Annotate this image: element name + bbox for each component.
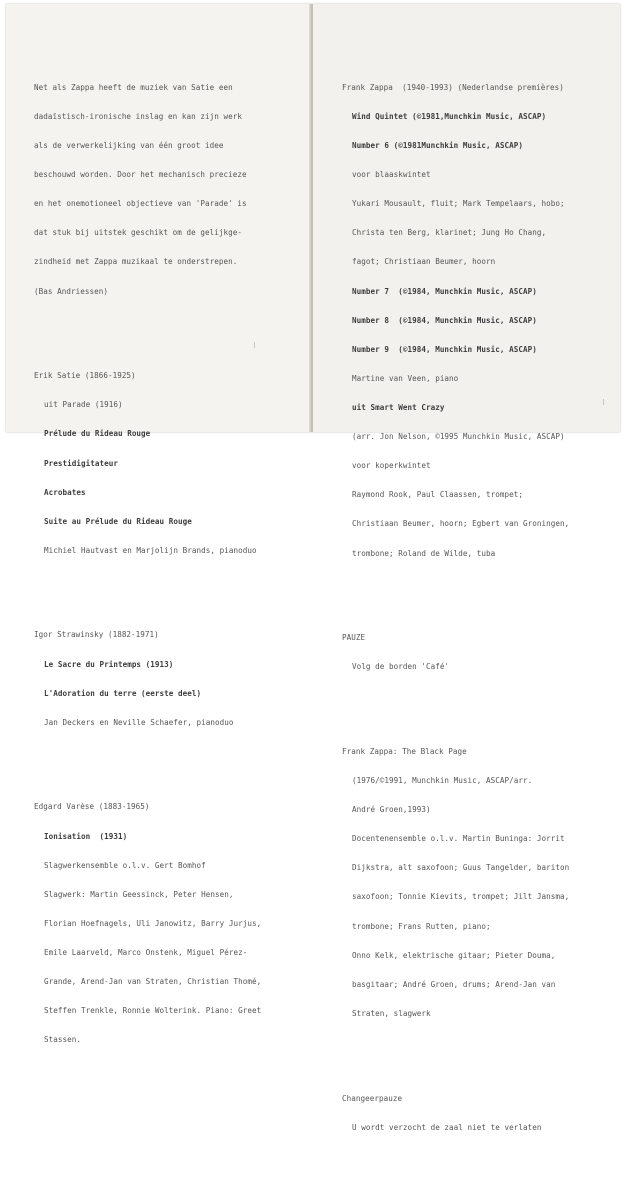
performers-line: Martine van Veen, piano xyxy=(352,373,459,383)
work-title: L'Adoration du terre (eerste deel) xyxy=(44,688,202,698)
work-title: Acrobates xyxy=(44,487,86,497)
performers-line: Grande, Arend-Jan van Straten, Christian Thomé, xyxy=(44,977,262,987)
program-item-zappa xyxy=(342,63,569,577)
performers-line: Christa ten Berg, klarinet; Jung Ho Chang, xyxy=(352,228,547,238)
intro-line: beschouwd worden. Door het mechanisch precieze xyxy=(34,170,247,180)
performers-line: Raymond Rook, Paul Claassen, trompet; xyxy=(352,490,524,500)
right-page-text xyxy=(342,44,569,1178)
work-title: Number 6 (©1981Munchkin Music, ASCAP) xyxy=(352,141,524,151)
intro-line: Net als Zappa heeft de muziek van Satie een xyxy=(34,82,233,92)
work-title: Number 9 (©1984, Munchkin Music, ASCAP) xyxy=(352,344,537,354)
performers-line: Onno Kelk, elektrische gitaar; Pieter Douma, xyxy=(352,950,556,960)
performers-line: Jan Deckers en Neville Schaefer, pianoduo xyxy=(44,717,234,727)
performers-line: Steffen Trenkle, Ronnie Wolterink. Piano: Greet xyxy=(44,1006,262,1016)
work-title: Suite au Prélude du Rideau Rouge xyxy=(44,516,192,526)
work-line: uit Parade (1916) xyxy=(44,400,123,410)
performers-line: basgitaar; André Groen, drums; Arend-Jan van xyxy=(352,979,556,989)
right-page xyxy=(313,4,620,1132)
performers-line: Michiel Hautvast en Marjolijn Brands, pianoduo xyxy=(44,545,257,555)
performers-line: Docentenensemble o.l.v. Martin Buninga: Jorrit xyxy=(352,834,565,844)
composer-heading: Erik Satie (1866-1925) xyxy=(34,371,136,381)
work-title: Le Sacre du Printemps (1913) xyxy=(44,659,174,669)
performers-line: trombone; Roland de Wilde, tuba xyxy=(352,548,496,558)
booklet-spread xyxy=(6,4,620,1132)
work-title: Number 8 (©1984, Munchkin Music, ASCAP) xyxy=(352,315,537,325)
intro-line: als de verwerkelijking van één groot idee xyxy=(34,141,224,151)
performers-line: Florian Hoefnagels, Uli Janowitz, Barry Jurjus, xyxy=(44,918,262,928)
composer-heading: Edgard Varèse (1883-1965) xyxy=(34,802,150,812)
composer-heading: Frank Zappa (1940-1993) (Nederlandse premières) xyxy=(342,82,564,92)
section-heading: Changeerpauze xyxy=(342,1093,403,1103)
instrumentation-line: voor koperkwintet xyxy=(352,461,431,471)
intro-line: zindheid met Zappa muzikaal te onderstrepen. xyxy=(34,257,238,267)
arrangement-line: (arr. Jon Nelson, ©1995 Munchkin Music, ASCAP) xyxy=(352,432,565,442)
copyright-line: André Groen,1993) xyxy=(352,805,431,815)
program-item-changeerpauze xyxy=(342,1074,569,1152)
performers-line: saxofoon; Tonnie Kievits, trompet; Jilt Jansma, xyxy=(352,892,570,902)
program-item-strawinsky xyxy=(34,611,261,747)
performers-line: Slagwerk: Martin Geessinck, Peter Hensen, xyxy=(44,889,234,899)
left-page-text xyxy=(34,44,261,1091)
performers-line: Christiaan Beumer, hoorn; Egbert van Groningen, xyxy=(352,519,570,529)
performers-line: trombone; Frans Rutten, piano; xyxy=(352,921,491,931)
work-title: Prestidigitateur xyxy=(44,458,118,468)
composer-heading: Igor Strawinsky (1882-1971) xyxy=(34,630,159,640)
paper-speck xyxy=(254,342,255,348)
performers-line: Slagwerkensemble o.l.v. Gert Bomhof xyxy=(44,860,206,870)
instrumentation-line: voor blaaskwintet xyxy=(352,170,431,180)
performers-line: fagot; Christiaan Beumer, hoorn xyxy=(352,257,496,267)
intro-paragraph xyxy=(34,63,261,315)
performers-line: Emile Laarveld, Marco Onstenk, Miguel Pérez- xyxy=(44,947,248,957)
work-title: uit Smart Went Crazy xyxy=(352,403,445,413)
program-item-satie xyxy=(34,352,261,575)
composer-heading: Frank Zappa: The Black Page xyxy=(342,746,467,756)
intro-line: (Bas Andriessen) xyxy=(34,286,108,296)
intro-line: dadaïstisch-ironische inslag en kan zijn werk xyxy=(34,111,242,121)
copyright-line: (1976/©1991, Munchkin Music, ASCAP/arr. xyxy=(352,776,533,786)
notice-line: U wordt verzocht de zaal niet te verlaten xyxy=(352,1122,542,1132)
performers-line: Stassen. xyxy=(44,1035,81,1045)
intro-line: dat stuk bij uitstek geschikt om de gelijkge- xyxy=(34,228,242,238)
paper-speck xyxy=(603,399,604,405)
work-title: Wind Quintet (©1981,Munchkin Music, ASCAP) xyxy=(352,111,547,121)
program-item-black-page xyxy=(342,728,569,1039)
performers-line: Dijkstra, alt saxofoon; Guus Tangelder, bariton xyxy=(352,863,570,873)
section-heading: PAUZE xyxy=(342,633,366,643)
program-item-varese xyxy=(34,783,261,1064)
program-item-pauze xyxy=(342,614,569,692)
work-title: Ionisation (1931) xyxy=(44,831,128,841)
work-title: Prélude du Rideau Rouge xyxy=(44,429,151,439)
intro-line: en het onemotioneel objectieve van 'Parade' is xyxy=(34,199,247,209)
left-page xyxy=(6,4,311,1045)
performers-line: Yukari Mousault, fluit; Mark Tempelaars, hobo; xyxy=(352,199,565,209)
notice-line: Volg de borden 'Café' xyxy=(352,662,450,672)
work-title: Number 7 (©1984, Munchkin Music, ASCAP) xyxy=(352,286,537,296)
performers-line: Straten, slagwerk xyxy=(352,1008,431,1018)
